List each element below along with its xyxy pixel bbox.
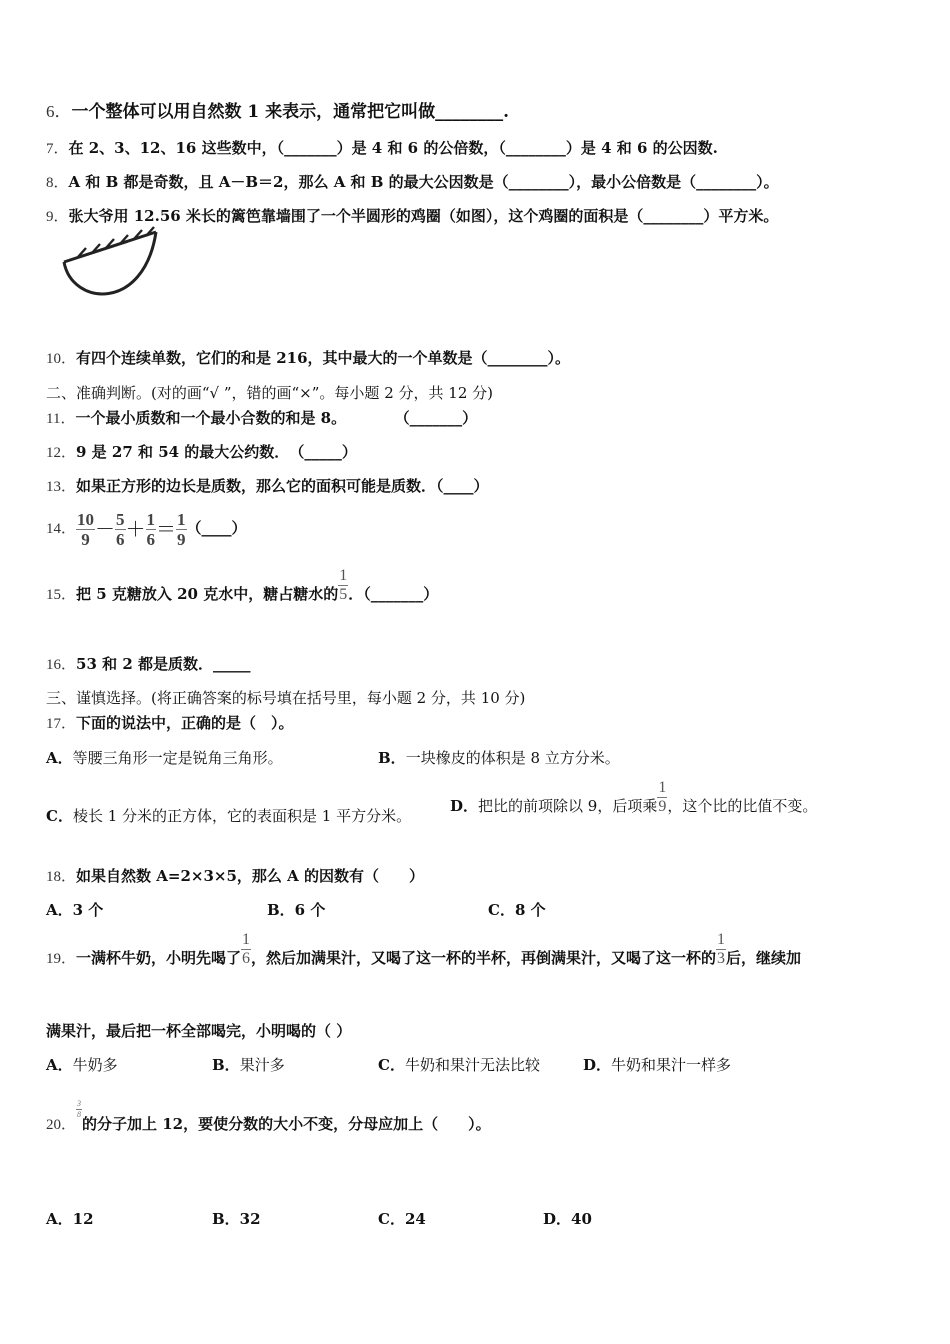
question-text: 如果正方形的边长是质数，那么它的面积可能是质数．（____） bbox=[76, 477, 489, 495]
answer-blank[interactable]: （____） bbox=[186, 519, 247, 537]
question-text: A 和 B 都是奇数，且 A－B＝2，那么 A 和 B 的最大公因数是（________），最小公倍数是（________）。 bbox=[68, 173, 779, 191]
operator: ＋ bbox=[125, 517, 146, 541]
question-text: 的分子加上 12，要使分数的大小不变，分母应加上（ ）。 bbox=[82, 1115, 491, 1133]
question-text: 一满杯牛奶，小明先喝了 bbox=[76, 949, 242, 967]
question-number: 7． bbox=[46, 141, 69, 157]
option-c[interactable]: C．8 个 bbox=[488, 901, 546, 919]
option-a[interactable]: A．12 bbox=[46, 1210, 94, 1228]
fraction: $\frac{5}{6}$ bbox=[116, 509, 125, 549]
question-text: 一个整体可以用自然数 1 来表示，通常把它叫做________. bbox=[71, 102, 510, 122]
question-text: 9 是 27 和 54 的最大公约数． （_____） bbox=[76, 443, 357, 461]
question-text: 把 5 克糖放入 20 克水中，糖占糖水的 bbox=[76, 585, 339, 603]
question-18 bbox=[46, 866, 424, 887]
question-10 bbox=[46, 348, 570, 369]
fraction: $\frac{1}{6}$ bbox=[242, 930, 251, 967]
question-text: 张大爷用 12.56 米长的篱笆靠墙围了一个半圆形的鸡圈（如图），这个鸡圈的面积是（________）平方米。 bbox=[68, 207, 779, 225]
fraction: $\frac{1}{6}$ bbox=[146, 509, 156, 549]
question-number: 20． bbox=[46, 1117, 77, 1133]
section-2-heading: 二、准确判断。(对的画“√ ”，错的画“×”。每小题 2 分，共 12 分) bbox=[46, 384, 493, 402]
question-7 bbox=[46, 138, 718, 159]
fraction: $\frac{3}{8}$ bbox=[77, 1098, 82, 1119]
question-text: 有四个连续单数，它们的和是 216，其中最大的一个单数是（________）。 bbox=[76, 349, 571, 367]
question-number: 19． bbox=[46, 951, 77, 967]
question-number: 9． bbox=[46, 209, 69, 225]
question-text: 在 2、3、12、16 这些数中，（_______）是 4 和 6 的公倍数，（________）是 4 和 6 的公因数. bbox=[68, 139, 718, 157]
question-number: 18． bbox=[46, 869, 77, 885]
question-16 bbox=[46, 654, 251, 675]
fraction: $\frac{1}{9}$ bbox=[658, 778, 667, 815]
question-text: 后，继续加 bbox=[726, 949, 802, 967]
question-11 bbox=[46, 408, 477, 429]
question-number: 15． bbox=[46, 587, 77, 603]
question-13 bbox=[46, 476, 489, 497]
question-number: 16． bbox=[46, 657, 77, 673]
question-text: 一个最小质数和一个最小合数的和是 8。 bbox=[75, 409, 347, 427]
option-b[interactable]: B．6 个 bbox=[267, 901, 326, 919]
question-19-continued: 满果汁，最后把一杯全部喝完，小明喝的（ ） bbox=[46, 1022, 352, 1040]
option-b[interactable]: B．一块橡皮的体积是 8 立方分米。 bbox=[378, 749, 620, 767]
fraction: $\frac{1}{3}$ bbox=[717, 930, 726, 967]
fraction: $\frac{1}{5}$ bbox=[339, 566, 348, 603]
option-c[interactable]: C．24 bbox=[378, 1210, 426, 1228]
question-text-after: ．（_______） bbox=[348, 585, 439, 603]
question-20 bbox=[46, 1098, 491, 1147]
option-b[interactable]: B．32 bbox=[212, 1210, 261, 1228]
option-a[interactable]: A．3 个 bbox=[46, 901, 104, 919]
question-17 bbox=[46, 713, 294, 734]
option-c[interactable]: C．棱长 1 分米的正方体，它的表面积是 1 平方分米。 bbox=[46, 807, 412, 825]
question-6 bbox=[46, 102, 509, 122]
option-a[interactable]: A．牛奶多 bbox=[46, 1056, 118, 1074]
option-a[interactable]: A．等腰三角形一定是锐角三角形。 bbox=[46, 749, 283, 767]
question-number: 17． bbox=[46, 716, 77, 732]
question-number: 10． bbox=[46, 351, 77, 367]
question-number: 14． bbox=[46, 521, 77, 537]
question-12 bbox=[46, 442, 357, 463]
option-b[interactable]: B．果汁多 bbox=[212, 1056, 285, 1074]
question-number: 8． bbox=[46, 175, 69, 191]
operator: － bbox=[95, 517, 116, 541]
option-c[interactable]: C．牛奶和果汁无法比较 bbox=[378, 1056, 540, 1074]
question-number: 13． bbox=[46, 479, 77, 495]
semicircle-coop-figure bbox=[58, 222, 162, 312]
fraction: $\frac{1}{9}$ bbox=[177, 509, 186, 549]
fraction: $\frac{10}{9}$ bbox=[77, 509, 95, 549]
question-text: 如果自然数 A=2×3×5，那么 A 的因数有（ ） bbox=[76, 867, 424, 885]
section-3-heading: 三、谨慎选择。(将正确答案的标号填在括号里，每小题 2 分，共 10 分) bbox=[46, 689, 526, 707]
option-d[interactable]: D．40 bbox=[543, 1210, 592, 1228]
question-text: 下面的说法中，正确的是（ ）。 bbox=[76, 714, 294, 732]
question-number: 6． bbox=[46, 102, 72, 121]
question-14 bbox=[46, 506, 247, 551]
option-d[interactable]: D．牛奶和果汁一样多 bbox=[583, 1056, 732, 1074]
question-number: 11． bbox=[46, 411, 76, 427]
question-number: 12． bbox=[46, 445, 77, 461]
question-8 bbox=[46, 172, 779, 193]
question-19 bbox=[46, 930, 802, 981]
answer-blank[interactable]: （_______） bbox=[402, 409, 478, 427]
option-d[interactable]: D．把比的前项除以 9，后项乘 $\frac{1}{9}$ ，这个比的比值不变。 bbox=[450, 778, 818, 815]
operator: ＝ bbox=[156, 517, 177, 541]
question-text: ，然后加满果汁，又喝了这一杯的半杯，再倒满果汁，又喝了这一杯的 bbox=[251, 949, 717, 967]
question-15 bbox=[46, 566, 439, 617]
question-text: 53 和 2 都是质数．_____ bbox=[76, 655, 251, 673]
